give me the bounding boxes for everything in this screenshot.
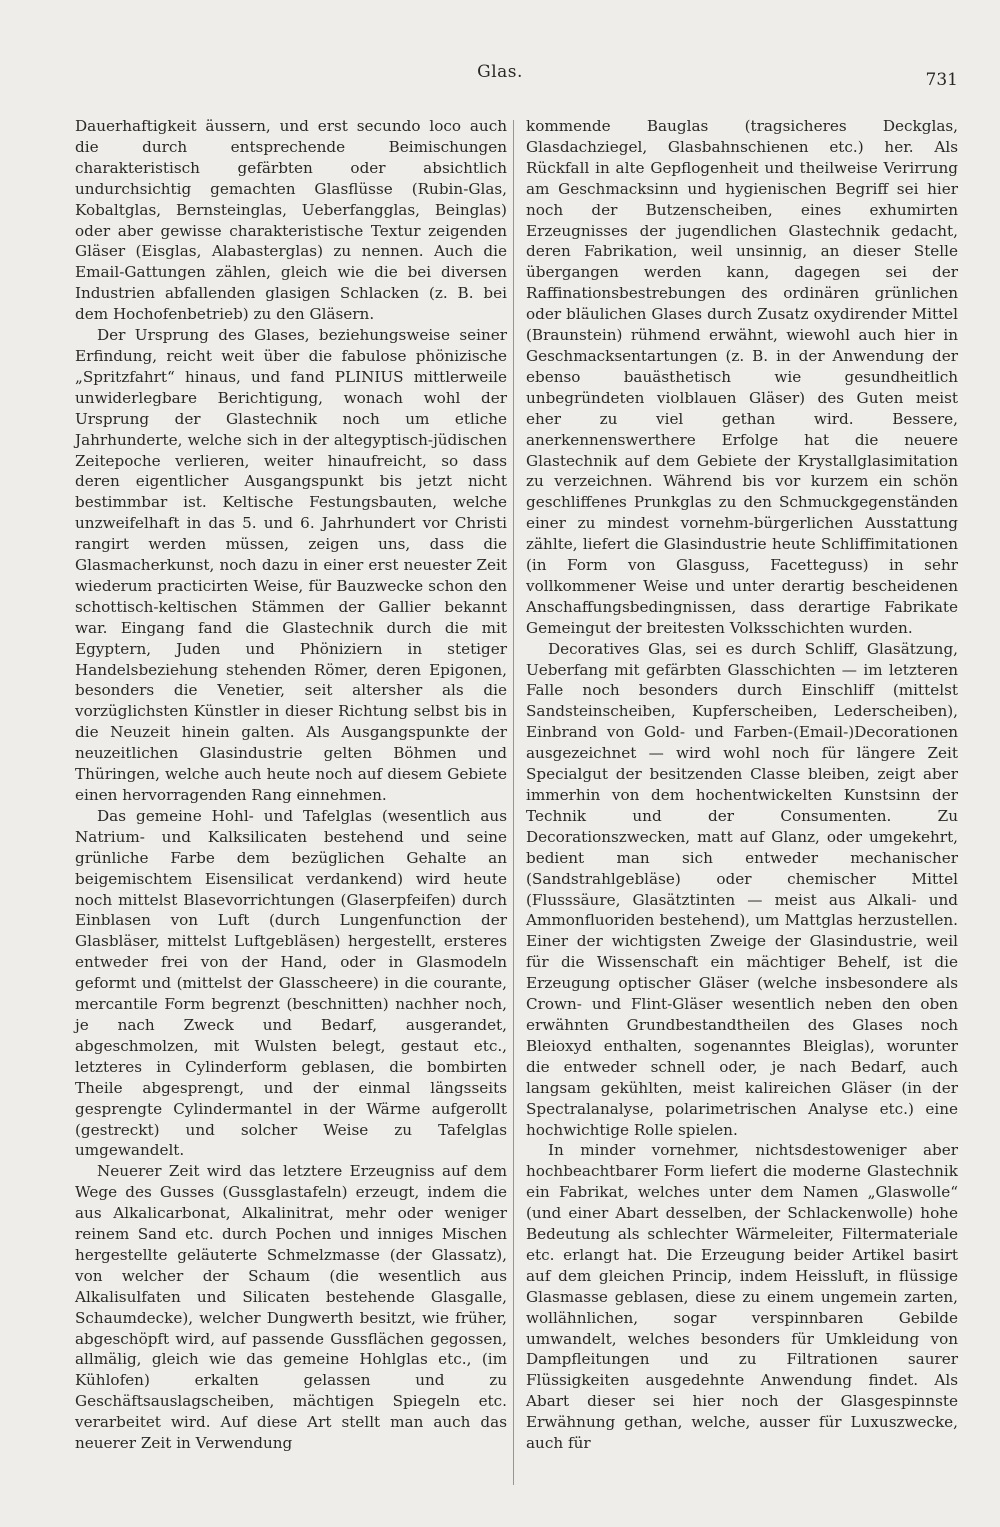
paragraph: kommende Bauglas (tragsicheres Deckglas, Glasdachziegel, Glasbahnschienen etc.) her. Als Rückfall in alte Gepflogenheit und theilweise Verirrung am Geschmacksinn und hygienischen Begriff sei hier noch der Butzenscheiben, eines exhumirten Erzeugnisses der jugendlichen Glastechnik gedacht, deren Fabrikation, weil unsinnig, an dieser Stelle übergangen werden kann, dagegen sei der Raffinationsbestrebungen des ordinären grünlichen oder bläulichen Glases durch Zusatz oxydirender Mittel (Braunstein) rühmend erwähnt, wiewohl auch hier in Geschmacksentartungen (z. B. in der Anwendung der ebenso bauästhetisch wie gesundheitlich unbegründeten violblauen Gläser) des Guten meist eher zu viel gethan wird. Bessere, anerkennenswerthere Erfolge hat die neuere Glastechnik auf dem Gebiete der Krystallglasimitation zu verzeichnen. Während bis vor kurzem ein schön geschliffenes Prunkglas zu den Schmuckgegenständen einer zu mindest vornehm-bürgerlichen Ausstattung zählte, liefert die Glasindustrie heute Schliffimitationen (in Form von Glasguss, Facetteguss) in sehr vollkommener Weise und unter derartig bescheidenen Anschaffungsbedingnissen, dass derartige Fabrikate Gemeingut der breitesten Volksschichten wurden. [526, 117, 958, 637]
right-column [526, 116, 958, 1454]
paragraph: Neuerer Zeit wird das letztere Erzeugniss auf dem Wege des Gusses (Gussglastafeln) erzeugt, indem die aus Alkalicarbonat, Alkalinitrat, mehr oder weniger reinem Sand etc. durch Pochen und inniges Mischen hergestellte geläuterte Schmelzmasse (der Glassatz), von welcher der Schaum (die wesentlich aus Alkalisulfaten und Silicaten bestehende Glasgalle, Schaumdecke), welcher Dungwerth besitzt, wie früher, abgeschöpft wird, auf passende Gussflächen gegossen, allmälig, gleich wie das gemeine Hohlglas etc., (im Kühlofen) erkalten gelassen und zu Geschäftsauslagscheiben, mächtigen Spiegeln etc. verarbeitet wird. Auf diese Art stellt man auch das neuerer Zeit in Verwendung [75, 1162, 507, 1453]
paragraph: Der Ursprung des Glases, beziehungsweise seiner Erfindung, reicht weit über die fabulose phönizische „Spritzfahrt“ hinaus, und fand PLINIUS mittlerweile unwiderlegbare Berichtigung, wonach wohl der Ursprung der Glastechnik noch um etliche Jahrhunderte, welche sich in der altegyptisch-jüdischen Zeitepoche verlieren, weiter hinaufreicht, so dass deren eigentlicher Ausgangspunkt bis jetzt nicht bestimmbar ist. Keltische Festungsbauten, welche unzweifelhaft in das 5. und 6. Jahrhundert vor Christi rangirt werden müssen, zeigen uns, dass die Glasmacherkunst, noch dazu in einer erst neuester Zeit wiederum practicirten Weise, für Bauzwecke schon den schottisch-keltischen Stämmen der Gallier bekannt war. Eingang fand die Glastechnik durch die mit Egyptern, Juden und Phöniziern in stetiger Handelsbeziehung stehenden Römer, deren Epigonen, besonders die Venetier, seit altersher als die vorzüglichsten Künstler in dieser Richtung selbst bis in die Neuzeit hinein galten. Als Ausgangspunkte der neuzeitlichen Glasindustrie gelten Böhmen und Thüringen, welche auch heute noch auf diesem Gebiete einen hervorragenden Rang einnehmen. [75, 326, 507, 804]
paragraph: Dauerhaftigkeit äussern, und erst secundo loco auch die durch entsprechende Beimischungen charakteristisch gefärbten oder absichtlich undurchsichtig gemachten Glasflüsse (Rubin-Glas, Kobaltglas, Bernsteinglas, Ueberfangglas, Beinglas) oder aber gewisse charakteristische Textur zeigenden Gläser (Eisglas, Alabasterglas) zu nennen. Auch die Email-Gattungen zählen, gleich wie die bei diversen Industrien abfallenden glasigen Schlacken (z. B. bei dem Hochofenbetrieb) zu den Gläsern. [75, 117, 507, 324]
paragraph: Das gemeine Hohl- und Tafelglas (wesentlich aus Natrium- und Kalksilicaten bestehend und seine grünliche Farbe dem bezüglichen Gehalte an beigemischtem Eisensilicat verdankend) wird heute noch mittelst Blasevorrichtungen (Glaserpfeifen) durch Einblasen von Luft (durch Lungenfunction der Glasbläser, mittelst Luftgebläsen) hergestellt, ersteres entweder frei von der Hand, oder in Glasmodeln geformt und (mittelst der Glasscheere) in die courante, mercantile Form begrenzt (beschnitten) nachher noch, je nach Zweck und Bedarf, ausgerandet, abgeschmolzen, mit Wulsten belegt, gestaut etc., letzteres in Cylinderform geblasen, die bombirten Theile abgesprengt, und der einmal längsseits gesprengte Cylindermantel in der Wärme aufgerollt (gestreckt) und solcher Weise zu Tafelglas umgewandelt. [75, 806, 507, 1160]
running-header-title: Glas. [477, 62, 523, 82]
paragraph: In minder vornehmer, nichtsdestoweniger aber hochbeachtbarer Form liefert die moderne Glastechnik ein Fabrikat, welches unter dem Namen „Glaswolle“ (und einer Abart desselben, der Schlackenwolle) hohe Bedeutung als schlechter Wärmeleiter, Filtermateriale etc. erlangt hat. Die Erzeugung beider Artikel basirt auf dem gleichen Princip, indem Heissluft, in flüssige Glasmasse geblasen, diese zu einem ungemein zarten, wollähnlichen, sogar verspinnbaren Gebilde umwandelt, welches besonders für Umkleidung von Dampfleitungen und zu Filtrationen saurer Flüssigkeiten ausgedehnte Anwendung findet. Als Abart dieser sei hier noch der Glasgespinnste Erwähnung gethan, welche, ausser für Luxuszwecke, auch für [526, 1141, 958, 1453]
paragraph: Decoratives Glas, sei es durch Schliff, Glasätzung, Ueberfang mit gefärbten Glasschichten — im letzteren Falle noch besonders durch Einschliff (mittelst Sandsteinscheiben, Kupferscheiben, Lederscheiben), Einbrand von Gold- und Farben-(Email-)Decorationen ausgezeichnet — wird wohl noch für längere Zeit Specialgut der besitzenden Classe bleiben, zeigt aber immerhin von dem hochentwickelten Kunstsinn der Technik und der Consumenten. Zu Decorationszwecken, matt auf Glanz, oder umgekehrt, bedient man sich entweder mechanischer (Sandstrahlgebläse) oder chemischer Mittel (Flusssäure, Glasätztinten — meist aus Alkali- und Ammonfluoriden bestehend), um Mattglas herzustellen. Einer der wichtigsten Zweige der Glasindustrie, weil für die Wissenschaft ein mächtiger Behelf, ist die Erzeugung optischer Gläser (welche insbesondere als Crown- und Flint-Gläser wesentlich neben den oben erwähnten Grundbestandtheilen des Glases noch Bleioxyd enthalten, sogenanntes Bleiglas), worunter die entweder schnell oder, je nach Bedarf, auch langsam gekühlten, meist kalireichen Gläser (in der Spectralanalyse, polarimetrischen Analyse etc.) eine hochwichtige Rolle spielen. [526, 639, 958, 1139]
page-number: 731 [925, 70, 958, 90]
column-divider [513, 120, 514, 1485]
left-column [75, 116, 507, 1454]
